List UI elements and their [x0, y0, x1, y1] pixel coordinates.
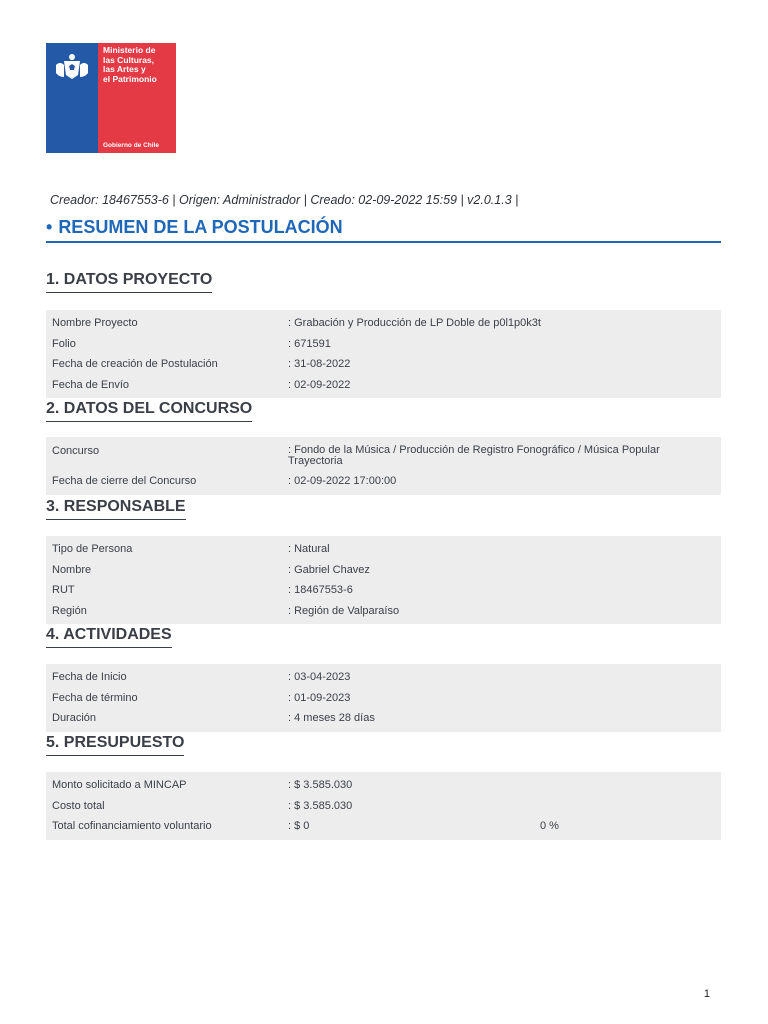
ministry-name-line: las Culturas,	[103, 54, 155, 65]
row-value: : Gabriel Chavez	[288, 563, 370, 576]
ministry-name-line: el Patrimonio	[103, 73, 157, 84]
row-label: Fecha de Inicio	[52, 671, 127, 684]
row-label: Costo total	[52, 799, 105, 812]
section-title-datos-proyecto: 1. DATOS PROYECTO	[46, 271, 212, 293]
section-table-responsable	[46, 536, 721, 624]
document-meta: Creador: 18467553-6 | Origen: Administrador | Creado: 02-09-2022 15:59 | v2.0.1.3 |	[50, 193, 519, 207]
section-table-actividades	[46, 664, 721, 732]
row-label: Duración	[52, 712, 97, 725]
table-row	[46, 708, 721, 729]
row-value: : $ 0	[288, 820, 310, 833]
ministry-logo	[46, 43, 176, 153]
table-row	[46, 775, 721, 796]
table-row	[46, 354, 721, 375]
row-value: : 4 meses 28 días	[288, 712, 375, 725]
ministry-name-line: Ministerio de	[103, 45, 156, 55]
section-table-presupuesto	[46, 772, 721, 840]
row-label: Nombre Proyecto	[52, 317, 138, 330]
row-value: : $ 3.585.030	[288, 799, 353, 812]
section-table-datos-proyecto	[46, 310, 721, 398]
table-row	[46, 334, 721, 355]
table-row	[46, 539, 721, 560]
table-row	[46, 796, 721, 817]
page-title-text: RESUMEN DE LA POSTULACIÓN	[58, 217, 343, 237]
government-label: Gobierno de Chile	[103, 142, 159, 149]
table-row	[46, 313, 721, 334]
row-label: Fecha de cierre del Concurso	[52, 475, 197, 488]
section-title-presupuesto: 5. PRESUPUESTO	[46, 734, 184, 756]
section-title-datos-concurso: 2. DATOS DEL CONCURSO	[46, 400, 252, 422]
row-label: Fecha de término	[52, 691, 138, 704]
table-row	[46, 816, 721, 837]
row-value: : 18467553-6	[288, 584, 353, 597]
row-label: RUT	[52, 584, 75, 597]
row-label: Fecha de creación de Postulación	[52, 358, 218, 371]
section-title-responsable: 3. RESPONSABLE	[46, 498, 186, 520]
row-value: : 671591	[288, 337, 331, 350]
row-label: Nombre	[52, 563, 92, 576]
page-number: 1	[703, 988, 710, 1000]
row-value: : $ 3.585.030	[288, 779, 353, 792]
logo-blue-panel	[46, 43, 98, 153]
table-row	[46, 667, 721, 688]
row-value: : 03-04-2023	[288, 671, 351, 684]
row-value: : Grabación y Producción de LP Doble de p0l1p0k3t	[288, 317, 541, 330]
table-row	[46, 601, 721, 622]
row-label: Folio	[52, 337, 76, 350]
row-label: Monto solicitado a MINCAP	[52, 779, 187, 792]
section-title-actividades: 4. ACTIVIDADES	[46, 626, 172, 648]
row-value: : Natural	[288, 543, 330, 556]
logo-red-panel	[98, 43, 176, 153]
row-label: Región	[52, 604, 87, 617]
table-row	[46, 560, 721, 581]
table-row	[46, 688, 721, 709]
table-row	[46, 471, 721, 492]
table-row	[46, 375, 721, 396]
row-label: Tipo de Persona	[52, 543, 133, 556]
row-label: Fecha de Envío	[52, 378, 130, 391]
row-value: : 02-09-2022	[288, 378, 351, 391]
ministry-name-line: las Artes y	[103, 64, 146, 74]
cofinancing-percent: 0 %	[540, 820, 559, 833]
page-title	[46, 217, 721, 243]
ministry-name	[103, 46, 173, 84]
row-label: Concurso	[52, 445, 100, 457]
table-row	[46, 440, 721, 471]
row-value: : Región de Valparaíso	[288, 604, 400, 617]
row-value: : 31-08-2022	[288, 358, 351, 371]
bullet: •	[46, 217, 53, 237]
row-label: Total cofinanciamiento voluntario	[52, 820, 212, 833]
table-row	[46, 580, 721, 601]
section-table-datos-concurso	[46, 437, 721, 495]
row-value: : 02-09-2022 17:00:00	[288, 475, 397, 488]
row-value: : 01-09-2023	[288, 691, 351, 704]
row-value: : Fondo de la Música / Producción de Registro Fonográfico / Música Popular Trayectoria	[288, 444, 660, 467]
coat-of-arms-icon	[52, 51, 92, 83]
